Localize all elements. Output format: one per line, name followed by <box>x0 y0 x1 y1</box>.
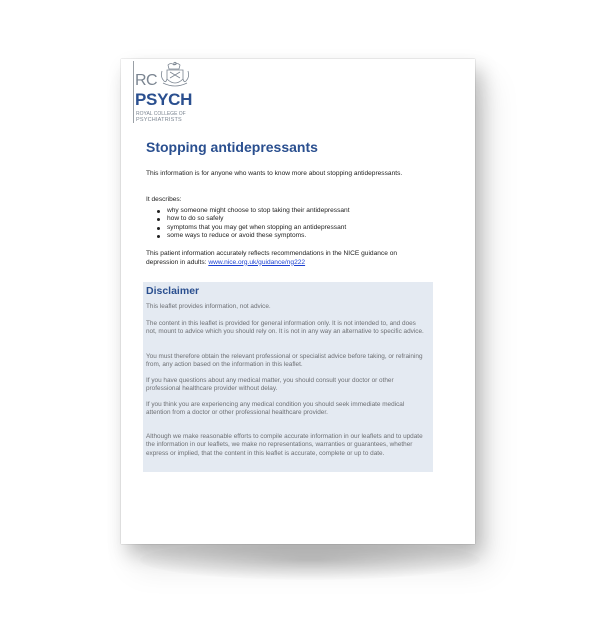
page-content <box>121 59 475 544</box>
describes-list <box>155 207 435 241</box>
bullet-dot-icon <box>157 210 160 213</box>
bullet-dot-icon <box>157 227 160 230</box>
bullet-dot-icon <box>157 218 160 221</box>
nice-paragraph <box>146 250 426 267</box>
disclaimer-paragraph: If you have questions about any medical matter, you should consult your doctor or other professional healthcare provider without delay. <box>146 377 394 393</box>
list-item-text: how to do so safely <box>167 215 224 223</box>
disclaimer-paragraph: You must therefore obtain the relevant professional or specialist advice before taking, or refraining from, any action based on the information in this leaflet. <box>146 353 423 369</box>
document-title: Stopping antidepressants <box>146 139 318 155</box>
nice-guidance-link[interactable]: www.nice.org.uk/guidance/ng222 <box>208 258 306 266</box>
disclaimer-paragraph: The content in this leaflet is provided for general information only. It is not intended to, and does not, mount to advice which you should rely on. It is not in any way an alternative to specific advice. <box>146 320 424 336</box>
heraldic-crest-icon <box>158 61 192 91</box>
logo-rc-text: RC <box>135 72 158 89</box>
list-item <box>155 207 435 215</box>
list-item <box>155 232 435 240</box>
disclaimer-heading: Disclaimer <box>146 285 200 297</box>
logo-psych-text: PSYCH <box>135 90 193 109</box>
disclaimer-paragraph: If you think you are experiencing any medical condition you should seek immediate medical attention from a doctor or other professional healthcare provider. <box>146 401 405 417</box>
disclaimer-paragraph: This leaflet provides information, not advice. <box>146 303 271 310</box>
list-item <box>155 215 435 223</box>
nice-text: This patient information accurately reflects recommendations in the NICE guidance on depression in adults: <box>146 250 398 266</box>
bullet-dot-icon <box>157 235 160 238</box>
list-item-text: symptoms that you may get when stopping an antidepressant <box>167 223 347 231</box>
intro-paragraph: This information is for anyone who wants to know more about stopping antidepressants. <box>146 170 403 177</box>
disclaimer-paragraph: Although we make reasonable efforts to compile accurate information in our leaflets and to update the information in our leaflets, we make no representations, warranties or guarantees, whether express or implied, that the content in this leaflet is accurate, complete or up to date. <box>146 433 423 457</box>
logo-divider <box>133 61 134 123</box>
rcpsych-logo <box>133 61 199 127</box>
list-item-text: some ways to reduce or avoid these symptoms. <box>167 232 307 240</box>
page-drop-shadow <box>140 540 480 580</box>
logo-subtitle-line1: ROYAL COLLEGE OF <box>136 111 186 117</box>
list-item-text: why someone might choose to stop taking their antidepressant <box>167 207 350 214</box>
list-item <box>155 224 435 232</box>
document-page <box>121 59 475 544</box>
describes-label: It describes: <box>146 196 182 203</box>
disclaimer-box <box>143 282 433 472</box>
logo-subtitle-line2: PSYCHIATRISTS <box>136 117 182 123</box>
